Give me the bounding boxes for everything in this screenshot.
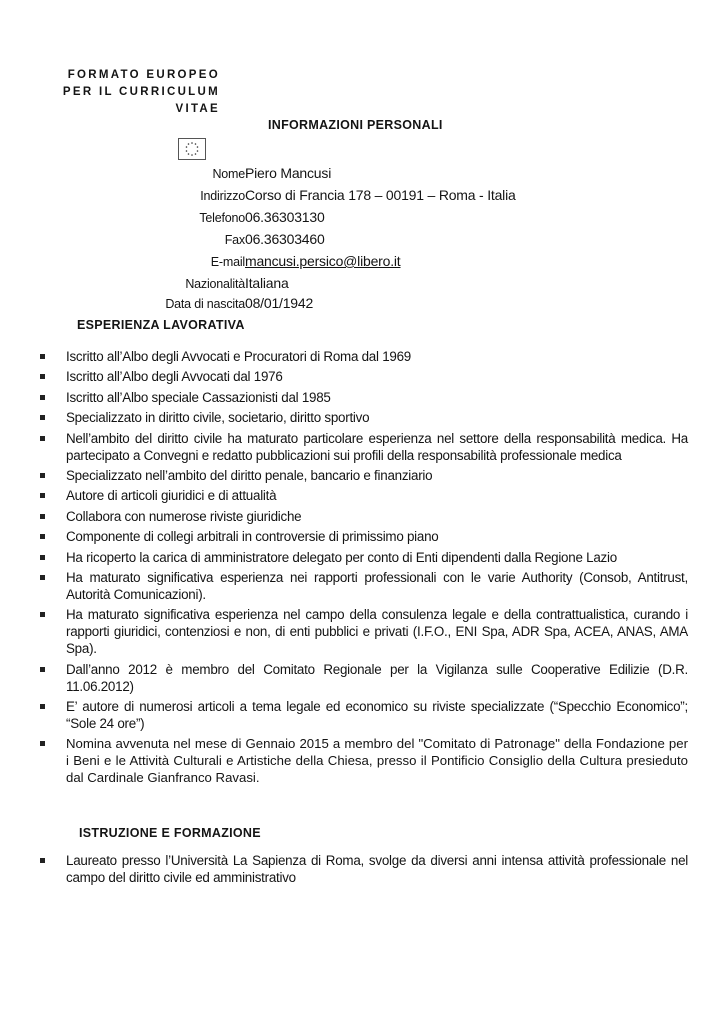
field-label: Nazionalità bbox=[185, 277, 245, 291]
cv-title-line: VITAE bbox=[175, 103, 220, 115]
field-label: Data di nascita bbox=[165, 297, 245, 311]
list-item: Ha maturato significativa esperienza nei rapporti professionali con le varie Authority (Consob, Antitrust, Autorità Comunicazioni). bbox=[38, 569, 688, 603]
field-value: Piero Mancusi bbox=[245, 165, 332, 181]
field-value: 06.36303460 bbox=[245, 231, 325, 247]
list-item: Ha ricoperto la carica di amministratore delegato per conto di Enti dipendenti dalla Regione Lazio bbox=[38, 549, 688, 566]
education-list bbox=[38, 852, 688, 889]
field-value: Italiana bbox=[245, 275, 289, 291]
personal-row-address bbox=[60, 187, 700, 209]
list-item: Componente di collegi arbitrali in controversie di primissimo piano bbox=[38, 528, 688, 545]
list-item: Iscritto all’Albo degli Avvocati dal 1976 bbox=[38, 368, 688, 385]
personal-row-email bbox=[60, 253, 700, 275]
personal-row-phone bbox=[60, 209, 700, 231]
work-experience-heading: ESPERIENZA LAVORATIVA bbox=[77, 318, 245, 332]
list-item: E’ autore di numerosi articoli a tema legale ed economico su riviste specializzate (“Specchio Economico”; “Sole 24 ore”) bbox=[38, 698, 688, 732]
work-experience-list bbox=[38, 348, 688, 790]
list-item: Dall’anno 2012 è membro del Comitato Regionale per la Vigilanza sulle Cooperative Edilizie (D.R. 11.06.2012) bbox=[38, 661, 688, 695]
personal-row-name bbox=[60, 165, 700, 187]
list-item: Nomina avvenuta nel mese di Gennaio 2015 a membro del "Comitato di Patronage" della Fondazione per i Beni e le Attività Culturali e Artistiche della Chiesa, presso il Pontificio Consiglio della Cultura presieduto dal Cardinale Gianfranco Ravasi. bbox=[38, 735, 688, 786]
cv-title bbox=[40, 67, 220, 118]
field-value: Corso di Francia 178 – 00191 – Roma - Italia bbox=[245, 187, 516, 203]
cv-title-line: PER IL CURRICULUM bbox=[62, 86, 220, 98]
field-label: Nome bbox=[212, 167, 245, 181]
field-label: Fax bbox=[224, 233, 245, 247]
education-heading: ISTRUZIONE E FORMAZIONE bbox=[79, 826, 261, 840]
field-label: E-mail bbox=[210, 255, 245, 269]
eu-flag-icon bbox=[178, 138, 206, 160]
personal-info-heading: INFORMAZIONI PERSONALI bbox=[268, 118, 443, 132]
field-value: 06.36303130 bbox=[245, 209, 325, 225]
list-item: Ha maturato significativa esperienza nel campo della consulenza legale e della contrattualistica, curando i rapporti giuridici, contenziosi e non, di enti pubblici e privati (I.F.O., ENI Spa, ADR Spa, ACEA, ANAS, AMA Spa). bbox=[38, 606, 688, 657]
field-label: Indirizzo bbox=[200, 189, 245, 203]
personal-row-birthdate bbox=[60, 295, 700, 317]
field-value: 08/01/1942 bbox=[245, 295, 314, 311]
field-label: Telefono bbox=[199, 211, 245, 225]
list-item: Iscritto all’Albo degli Avvocati e Procuratori di Roma dal 1969 bbox=[38, 348, 688, 365]
list-item: Nell’ambito del diritto civile ha maturato particolare esperienza nel settore della responsabilità medica. Ha partecipato a Convegni e redatto pubblicazioni sui profili della responsabilità professionale medica bbox=[38, 430, 688, 464]
personal-row-fax bbox=[60, 231, 700, 253]
cv-title-line: FORMATO EUROPEO bbox=[67, 69, 220, 81]
email-link[interactable]: mancusi.persico@libero.it bbox=[245, 253, 401, 269]
list-item: Specializzato in diritto civile, societario, diritto sportivo bbox=[38, 409, 688, 426]
list-item: Laureato presso l’Università La Sapienza di Roma, svolge da diversi anni intensa attività professionale nel campo del diritto civile ed amministrativo bbox=[38, 852, 688, 886]
list-item: Collabora con numerose riviste giuridiche bbox=[38, 508, 688, 525]
personal-row-nationality bbox=[60, 275, 700, 297]
list-item: Iscritto all’Albo speciale Cassazionisti dal 1985 bbox=[38, 389, 688, 406]
list-item: Specializzato nell’ambito del diritto penale, bancario e finanziario bbox=[38, 467, 688, 484]
list-item: Autore di articoli giuridici e di attualità bbox=[38, 487, 688, 504]
